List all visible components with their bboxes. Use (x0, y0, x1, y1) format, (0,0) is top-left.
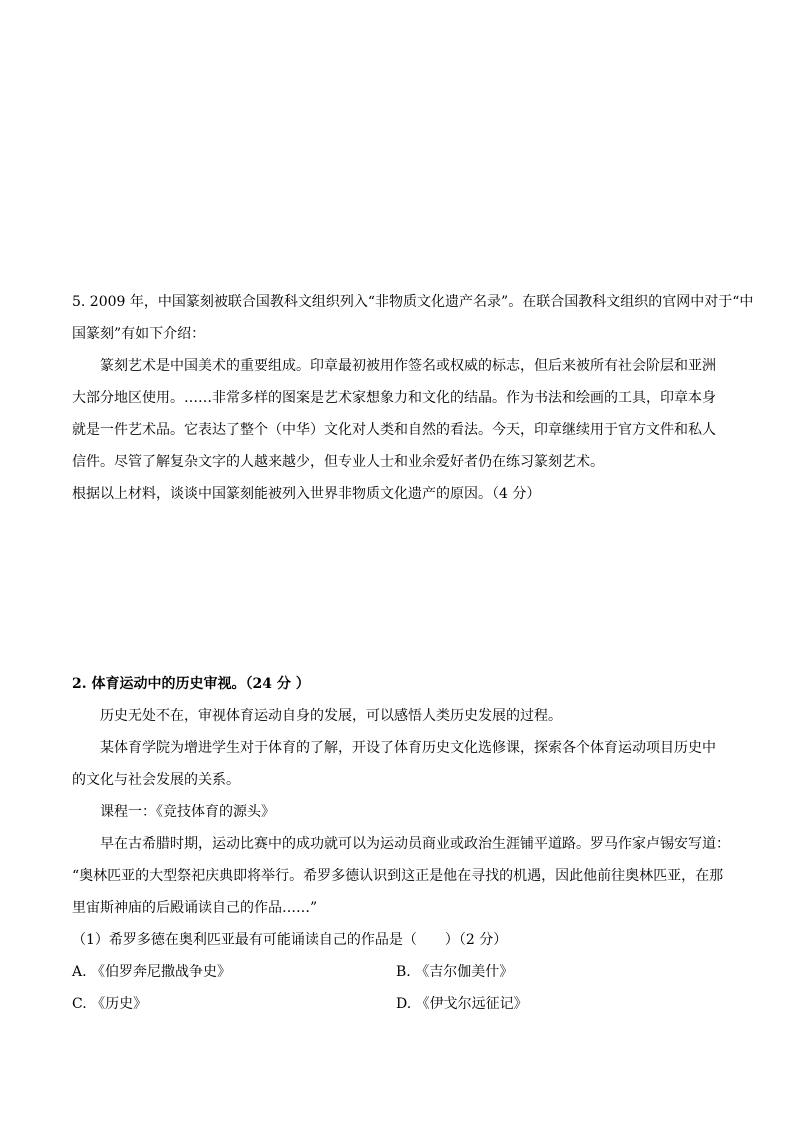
q5-line-1: 5. 2009 年，中国篆刻被联合国教科文组织列入“非物质文化遗产名录”。在联合国教科文组织的官网中对于“中 (72, 294, 754, 310)
q2-paragraph-2-line-2: 的文化与社会发展的关系。 (72, 772, 240, 788)
q5-prompt: 根据以上材料，谈谈中国篆刻能被列入世界非物质文化遗产的原因。（4 分） (72, 486, 541, 502)
q5-quote-line-3: 就是一件艺术品。它表达了整个（中华）文化对人类和自然的看法。今天，印章继续用于官方文件和私人 (72, 422, 716, 438)
q5-quote-line-1: 篆刻艺术是中国美术的重要组成。印章最初被用作签名或权威的标志，但后来被所有社会阶层和亚洲 (100, 358, 716, 374)
q2-paragraph-1: 历史无处不在，审视体育运动自身的发展，可以感悟人类历史发展的过程。 (100, 708, 562, 724)
q2-course-title: 课程一：《竞技体育的源头》 (100, 804, 275, 820)
q2-paragraph-2-line-1: 某体育学院为增进学生对于体育的了解，开设了体育历史文化选修课，探索各个体育运动项目历史中 (100, 740, 716, 756)
q5-line-2: 国篆刻”有如下介绍： (72, 326, 206, 342)
q5-quote-line-2: 大部分地区使用。……非常多样的图案是艺术家想象力和文化的结晶。作为书法和绘画的工具，印章本身 (72, 390, 716, 406)
option-d: D. 《伊戈尔远征记》 (396, 996, 528, 1012)
option-a: A. 《伯罗奔尼撒战争史》 (72, 964, 232, 980)
option-b: B. 《吉尔伽美什》 (396, 964, 514, 980)
q5-quote-line-4: 信件。尽管了解复杂文字的人越来越少，但专业人士和业余爱好者仍在练习篆刻艺术。 (72, 454, 604, 470)
q2-paragraph-3-line-3: 里宙斯神庙的后殿诵读自己的作品……” (72, 900, 318, 916)
q2-title: 2. 体育运动中的历史审视。（24 分 ） (72, 676, 310, 692)
q2-subquestion-1: （1）希罗多德在奥利匹亚最有可能诵读自己的作品是（ ）（2 分） (72, 932, 508, 948)
q2-paragraph-3-line-2: “奥林匹亚的大型祭祀庆典即将举行。希罗多德认识到这正是他在寻找的机遇，因此他前往奥林匹亚，在那 (72, 868, 724, 884)
option-c: C. 《历史》 (72, 996, 148, 1012)
q2-paragraph-3-line-1: 早在古希腊时期，运动比赛中的成功就可以为运动员商业或政治生涯铺平道路。罗马作家卢锡安写道： (100, 836, 730, 852)
